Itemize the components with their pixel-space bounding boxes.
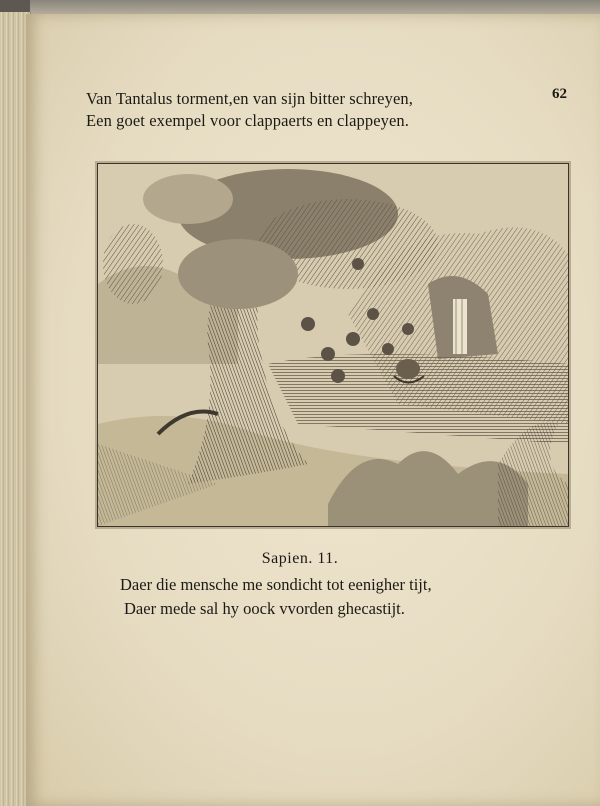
header-line-2: Een goet exempel voor clappaerts en clappeyen. (86, 111, 409, 130)
scripture-reference (0, 550, 600, 568)
reference-text: Sapien. 11. (261, 550, 339, 567)
page-number: 62 (552, 86, 567, 102)
engraving-tantalus-icon (98, 164, 568, 526)
header-line-1: Van Tantalus torment,en van sijn bitter schreyen, (86, 89, 413, 108)
header-verse (86, 88, 506, 132)
verse-line-2: Daer mede sal hy oock vvorden ghecastijt. (124, 599, 405, 618)
engraving-plate (97, 163, 569, 527)
verse-line-1: Daer die mensche me sondicht tot eenigher tijt, (120, 575, 432, 594)
caption-verse (120, 573, 540, 621)
